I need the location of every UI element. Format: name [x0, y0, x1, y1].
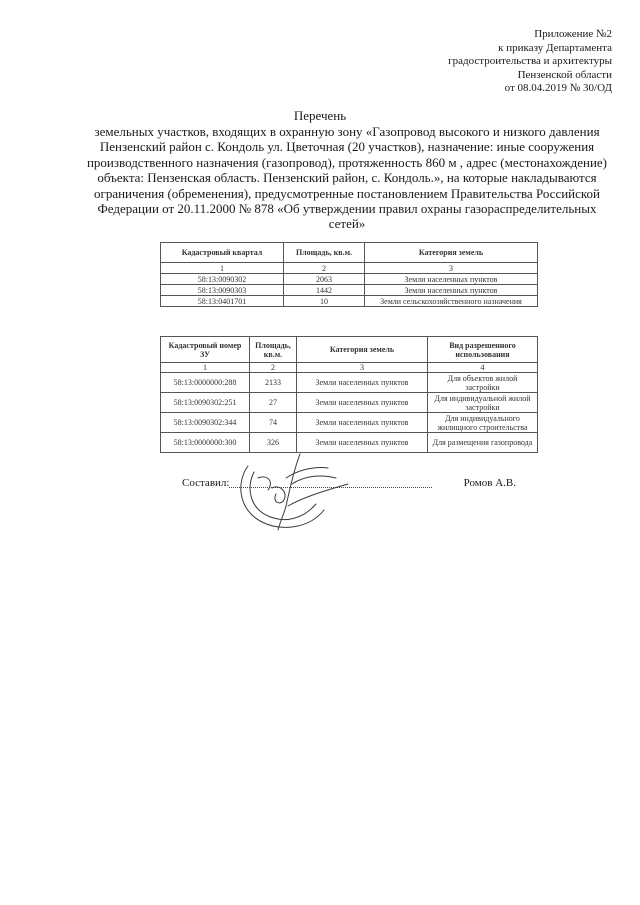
table-index-row: [161, 263, 538, 274]
table-cell: Земли населенных пунктов: [365, 285, 538, 296]
document-title: Перечень: [293, 108, 347, 123]
table-row: [161, 393, 538, 413]
table-row: [161, 296, 538, 307]
table-row: [161, 413, 538, 433]
cadastral-quarters-table: [160, 242, 538, 307]
index-cell: 3: [365, 263, 538, 274]
index-cell: 1: [161, 363, 250, 373]
table-cell: Для индивидуального жилищного строительства: [428, 413, 538, 433]
description-line: ограничения (обременения), предусмотренные постановлением Правительства Российской: [93, 185, 601, 201]
document-description: [82, 124, 612, 232]
description-line: сетей»: [328, 216, 366, 232]
table-cell: Для объектов жилой застройки: [428, 373, 538, 393]
land-plots-table: [160, 336, 538, 453]
table-cell: Земли сельскохозяйственного назначения: [365, 296, 538, 307]
table-cell: 58:13:0090302:344: [161, 413, 250, 433]
description-line: Федерации от 20.11.2000 № 878 «Об утверждении правил охраны газораспределительных: [97, 201, 597, 217]
table-row: [161, 373, 538, 393]
table-cell: 2063: [284, 274, 365, 285]
handwritten-signature: [228, 448, 358, 534]
column-header: Кадастровый квартал: [161, 243, 284, 263]
table-row: [161, 285, 538, 296]
table-cell: 10: [284, 296, 365, 307]
description-line: объекта: Пензенская область. Пензенский район, с. Кондоль.», на которые накладываются: [97, 170, 597, 186]
table-cell: 58:13:0000000:288: [161, 373, 250, 393]
column-header: Кадастровый номер ЗУ: [161, 337, 250, 363]
table-cell: 58:13:0090302: [161, 274, 284, 285]
appendix-line: Приложение №2: [534, 28, 612, 40]
index-cell: 2: [250, 363, 297, 373]
column-header: Категория земель: [297, 337, 428, 363]
table-cell: 326: [250, 433, 297, 453]
appendix-header: [352, 28, 612, 96]
index-cell: 4: [428, 363, 538, 373]
table-cell: Для размещения газопровода: [428, 433, 538, 453]
description-line: Пензенский район с. Кондоль ул. Цветочная (20 участков), назначение: иные сооружения: [99, 139, 595, 155]
column-header: Площадь, кв.м.: [284, 243, 365, 263]
index-cell: 1: [161, 263, 284, 274]
table-cell: 58:13:0401701: [161, 296, 284, 307]
table-index-row: [161, 363, 538, 373]
appendix-line: Пензенской области: [517, 68, 612, 81]
index-cell: 2: [284, 263, 365, 274]
index-cell: 3: [297, 363, 428, 373]
description-line: производственного назначения (газопровод), протяженность 860 м , адрес (местонахождение): [86, 154, 608, 170]
column-header: Площадь, кв.м.: [250, 337, 297, 363]
table-cell: 58:13:0090302:251: [161, 393, 250, 413]
table-cell: 1442: [284, 285, 365, 296]
table-cell: 27: [250, 393, 297, 413]
table-cell: Земли населенных пунктов: [297, 393, 428, 413]
table-header-row: [161, 337, 538, 363]
table-cell: Земли населенных пунктов: [297, 433, 428, 453]
table-cell: Для индивидуальной жилой застройки: [428, 393, 538, 413]
column-header: Вид разрешенного использования: [428, 337, 538, 363]
table-cell: Земли населенных пунктов: [297, 413, 428, 433]
table-cell: Земли населенных пунктов: [365, 274, 538, 285]
appendix-line: к приказу Департамента: [498, 41, 612, 54]
column-header: Категория земель: [365, 243, 538, 263]
table-cell: Земли населенных пунктов: [297, 373, 428, 393]
signer-name: Ромов А.В.: [463, 477, 516, 489]
table-cell: 58:13:0000000:300: [161, 433, 250, 453]
signature-label: Составил:: [182, 477, 230, 489]
description-line: земельных участков, входящих в охранную зону «Газопровод высокого и низкого давления: [94, 124, 600, 139]
table-cell: 58:13:0090303: [161, 285, 284, 296]
appendix-line: градостроительства и архитектуры: [448, 55, 612, 67]
table-header-row: [161, 243, 538, 263]
appendix-line: от 08.04.2019 № 30/ОД: [504, 82, 612, 94]
table-row: [161, 274, 538, 285]
table-cell: 74: [250, 413, 297, 433]
table-cell: 2133: [250, 373, 297, 393]
